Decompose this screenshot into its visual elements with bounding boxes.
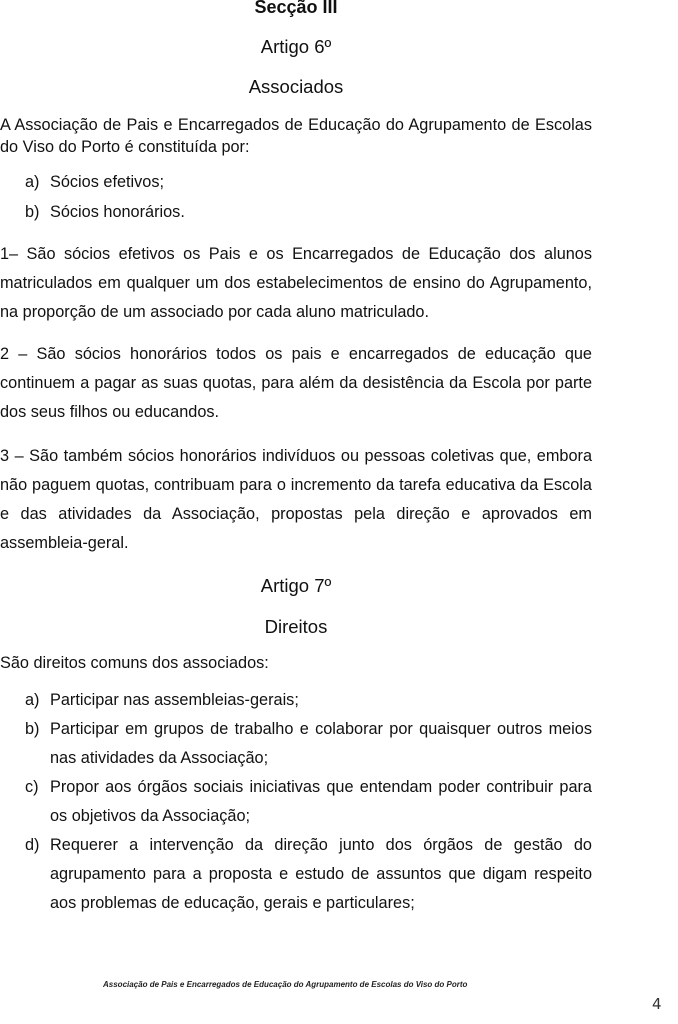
article-7-intro: São direitos comuns dos associados: <box>0 654 269 672</box>
list-item <box>25 198 592 227</box>
list-item-label: c) <box>25 778 39 796</box>
list-item <box>25 773 592 831</box>
list-item-text: Requerer a intervenção da direção junto dos órgãos de gestão do agrupamento para a proposta e estudo de assuntos que digam respeito aos problemas de educação, gerais e particulares; <box>50 836 592 912</box>
list-item <box>25 715 592 773</box>
list-item-label: a) <box>25 691 40 709</box>
article-6-number: Artigo 6º <box>260 36 332 57</box>
list-item-text: Participar em grupos de trabalho e colaborar por quaisquer outros meios nas atividades da Associação; <box>50 720 592 767</box>
list-item-text: Sócios efetivos; <box>50 173 165 191</box>
section-heading: Secção III <box>254 0 338 17</box>
list-item-label: b) <box>25 720 40 738</box>
list-item-label: d) <box>25 836 40 854</box>
list-item-text: Sócios honorários. <box>50 203 185 221</box>
list-item <box>25 831 592 918</box>
footer-text: Associação de Pais e Encarregados de Educação do Agrupamento de Escolas do Viso do Porto <box>103 980 468 989</box>
page-number: 4 <box>652 995 662 1013</box>
article-7-title: Direitos <box>264 616 328 637</box>
article-6-paragraph-1: 1– São sócios efetivos os Pais e os Encarregados de Educação dos alunos matriculados em qualquer um dos estabelecimentos de ensino do Agrupamento, na proporção de um associado por cada aluno matriculado. <box>0 245 592 321</box>
list-item-text: Participar nas assembleias-gerais; <box>50 691 299 709</box>
article-6-title: Associados <box>248 76 344 97</box>
list-item-label: a) <box>25 173 40 191</box>
article-7-number: Artigo 7º <box>260 575 332 596</box>
article-6-paragraph-2: 2 – São sócios honorários todos os pais e encarregados de educação que continuem a pagar as suas quotas, para além da desistência da Escola por parte dos seus filhos ou educandos. <box>0 345 592 421</box>
list-item-text: Propor aos órgãos sociais iniciativas que entendam poder contribuir para os objetivos da Associação; <box>50 778 592 825</box>
list-item <box>25 686 592 715</box>
article-6-paragraph-3: 3 – São também sócios honorários indivíduos ou pessoas coletivas que, embora não paguem quotas, contribuam para o incremento da tarefa educativa da Escola e das atividades da Associação, propostas pela direção e aprovados em assembleia-geral. <box>0 447 592 552</box>
article-6-intro: A Associação de Pais e Encarregados de Educação do Agrupamento de Escolas do Viso do Porto é constituída por: <box>0 116 592 156</box>
list-item-label: b) <box>25 203 40 221</box>
list-item <box>25 168 592 197</box>
